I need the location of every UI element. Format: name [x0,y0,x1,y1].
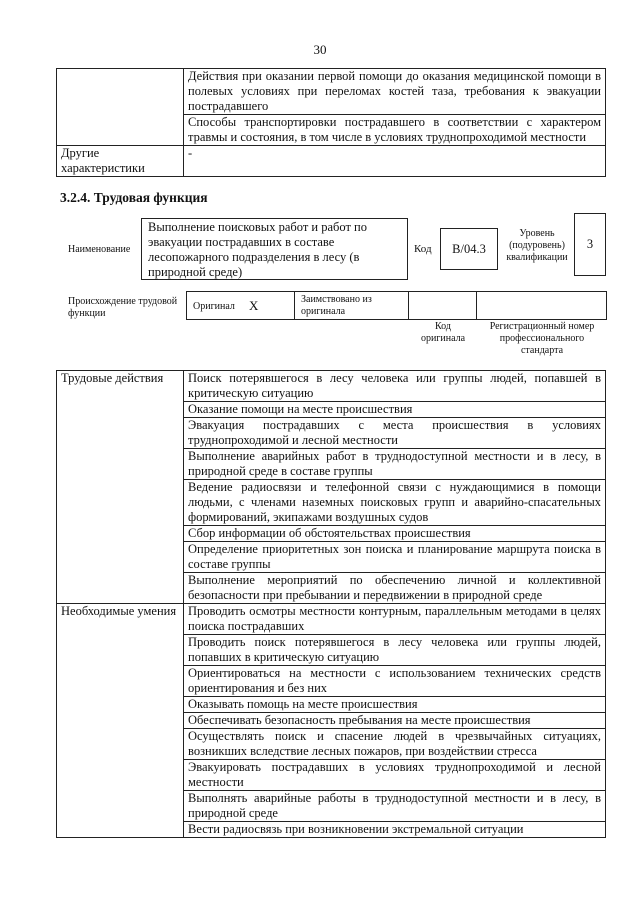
table-cell: Поиск потерявшегося в лесу человека или группы людей, попавшей в критическую ситуацию [184,371,606,402]
table-row [57,371,606,402]
table-cell: Проводить осмотры местности контурным, параллельным методами в целях поиска пострадавших [184,604,606,635]
table-cell: Вести радиосвязь при возникновении экстремальной ситуации [184,822,606,838]
table-cell: Выполнение мероприятий по обеспечению личной и коллективной безопасности при пребывании и передвижении в природной среде [184,573,606,604]
code-label: Код [414,243,432,255]
origin-borrowed-label: Заимствовано из оригинала [301,294,372,317]
table-cell: Ориентироваться на местности с использованием технических средств ориентирования и без них [184,666,606,697]
function-name-box: Выполнение поисковых работ и работ по эвакуации пострадавших в составе лесопожарного подразделения в лесу (в природной среде) [141,218,408,280]
table-cell: Обеспечивать безопасность пребывания на месте происшествия [184,713,606,729]
table-cell: Выполнение аварийных работ в труднодоступной местности и в лесу, в природной среде в составе группы [184,449,606,480]
table-row [57,146,606,177]
table-cell: Определение приоритетных зон поиска и планирование маршрута поиска в составе группы [184,542,606,573]
origin-original-cell [186,291,295,320]
name-label: Наименование [68,244,131,255]
table-row [57,604,606,635]
function-code-box: B/04.3 [440,228,498,270]
table-cell: Проводить поиск потерявшегося в лесу человека или группы людей, попавших в критическую ситуацию [184,635,606,666]
origin-reg-cell [476,291,607,320]
table-cell: Эвакуация пострадавших с места происшествия в условиях труднопроходимой и лесной местности [184,418,606,449]
labor-function-table [56,370,606,838]
table-cell: Осуществлять поиск и спасение людей в чрезвычайных ситуациях, возникших вследствие лесных пожаров, при воздействии стресса [184,729,606,760]
table-cell: - [184,146,606,177]
table-cell: Оказывать помощь на месте происшествия [184,697,606,713]
origin-code-caption: Код оригинала [420,321,466,344]
origin-original-label: Оригинал [193,301,235,312]
row-label: Другие характеристики [57,146,184,177]
table-cell: Эвакуировать пострадавших в условиях труднопроходимой и лесной местности [184,760,606,791]
origin-original-mark: X [249,298,259,313]
page-number: 30 [313,42,327,57]
origin-borrowed-cell [294,291,409,320]
level-label: Уровень (подуровень) квалификации [506,228,568,263]
group-label: Необходимые умения [57,604,184,838]
level-box: 3 [574,213,606,276]
table-cell: Выполнять аварийные работы в труднодоступной местности и в лесу, в природной среде [184,791,606,822]
origin-label: Происхождение трудовой функции [68,296,178,319]
section-title: 3.2.4. Трудовая функция [60,190,208,205]
row-label [57,69,184,146]
previous-functions-table [56,68,606,177]
group-label: Трудовые действия [57,371,184,604]
table-cell: Сбор информации об обстоятельствах происшествия [184,526,606,542]
origin-code-cell [408,291,477,320]
table-row [57,69,606,115]
table-cell: Способы транспортировки пострадавшего в соответствии с характером травмы и состояния, в том числе в условиях труднопроходимой местности [184,115,606,146]
origin-reg-caption: Регистрационный номер профессионального стандарта [489,321,595,356]
table-cell: Действия при оказании первой помощи до оказания медицинской помощи в полевых условиях при переломах костей таза, требования к эвакуации пострадавшего [184,69,606,115]
table-cell: Оказание помощи на месте происшествия [184,402,606,418]
table-cell: Ведение радиосвязи и телефонной связи с нуждающимися в помощи людьми, с членами наземных поисковых групп и аварийно-спасательных формирований, экипажами воздушных судов [184,480,606,526]
